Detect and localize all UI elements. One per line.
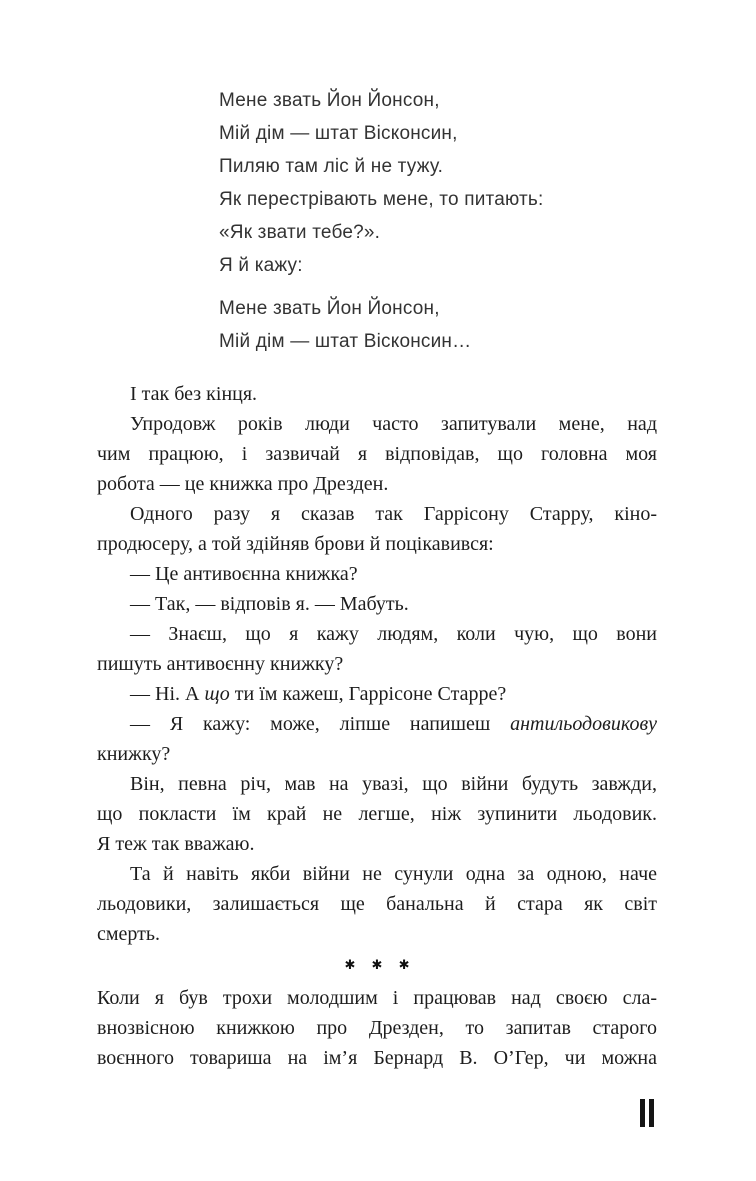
- page-number-digit-bar: [640, 1099, 645, 1127]
- italic-word: що: [204, 683, 230, 705]
- paragraph-dialogue: [97, 709, 657, 769]
- prose-line: І так без кінця.: [130, 383, 258, 405]
- paragraph: [97, 769, 657, 859]
- paragraph-dialogue: [97, 679, 657, 709]
- prose-line: Він, певна річ, мав на увазі, що війни будуть завжди,: [130, 773, 657, 795]
- prose-line: [97, 679, 657, 709]
- paragraph: [97, 499, 657, 559]
- prose-line: Упродовж років люди часто запитували мене, над: [130, 413, 657, 435]
- paragraph-dialogue: [97, 559, 657, 589]
- prose-line: Коли я був трохи молодшим і працював над своєю сла-: [97, 987, 657, 1009]
- prose-line: чим працюю, і зазвичай я відповідав, що головна моя: [97, 443, 657, 465]
- text-run: ти їм кажеш, Гаррісоне Старре?: [229, 683, 507, 705]
- prose-line: Одного разу я сказав так Гаррісону Старру, кіно-: [130, 503, 657, 525]
- paragraph-dialogue: [97, 589, 657, 619]
- prose-line: Я теж так вважаю.: [97, 833, 255, 855]
- paragraph: [97, 859, 657, 949]
- prose-line: внозвісною книжкою про Дрезден, то запитав старого: [97, 1017, 657, 1039]
- prose-line: продюсеру, а той здійняв брови й поцікавився:: [97, 533, 494, 555]
- verse-line: Я й кажу:: [219, 255, 303, 276]
- verse-block-2: [219, 292, 657, 358]
- prose-line: [97, 709, 657, 739]
- prose-line: — Знаєш, що я кажу людям, коли чую, що вони: [130, 623, 657, 645]
- page-number: [640, 1099, 654, 1127]
- prose-line: робота — це книжка про Дрезден.: [97, 473, 389, 495]
- verse-line: Пиляю там ліс й не тужу.: [219, 156, 444, 177]
- page-content: [97, 84, 657, 1073]
- prose-line: льодовики, залишається ще банальна й стара як світ: [97, 893, 657, 915]
- verse-line: Мене звать Йон Йонсон,: [219, 298, 440, 319]
- paragraph: [97, 983, 657, 1073]
- verse-block-1: [219, 84, 657, 282]
- prose-line: воєнного товариша на ім’я Бернард В. О’Гер, чи можна: [97, 1047, 657, 1069]
- prose-line: — Так, — відповів я. — Мабуть.: [130, 593, 409, 615]
- paragraph: [97, 409, 657, 499]
- prose-section: [97, 379, 657, 1073]
- prose-line: — Це антивоєнна книжка?: [130, 563, 358, 585]
- verse-line: Як перестрівають мене, то питають:: [219, 189, 544, 210]
- verse-line: Мій дім — штат Вісконсин…: [219, 331, 472, 352]
- verse-line: «Як звати тебе?».: [219, 222, 381, 243]
- page-number-digit-bar: [649, 1099, 654, 1127]
- prose-line: смерть.: [97, 923, 161, 945]
- verse-line: Мене звать Йон Йонсон,: [219, 90, 440, 111]
- italic-word: антильодовикову: [510, 713, 657, 735]
- section-divider-asterisks: ✱ ✱ ✱: [344, 958, 416, 973]
- prose-line: книжку?: [97, 743, 171, 765]
- prose-line: пишуть антивоєнну книжку?: [97, 653, 344, 675]
- verse-line: Мій дім — штат Вісконсин,: [219, 123, 458, 144]
- paragraph-dialogue: [97, 619, 657, 679]
- text-run: — Ні. А: [130, 683, 205, 705]
- prose-line: Та й навіть якби війни не сунули одна за одною, наче: [130, 863, 657, 885]
- prose-line: що покласти їм край не легше, ніж зупинити льодовик.: [97, 803, 657, 825]
- paragraph: [97, 379, 657, 409]
- text-run: — Я кажу: може, ліпше напишеш: [130, 713, 511, 735]
